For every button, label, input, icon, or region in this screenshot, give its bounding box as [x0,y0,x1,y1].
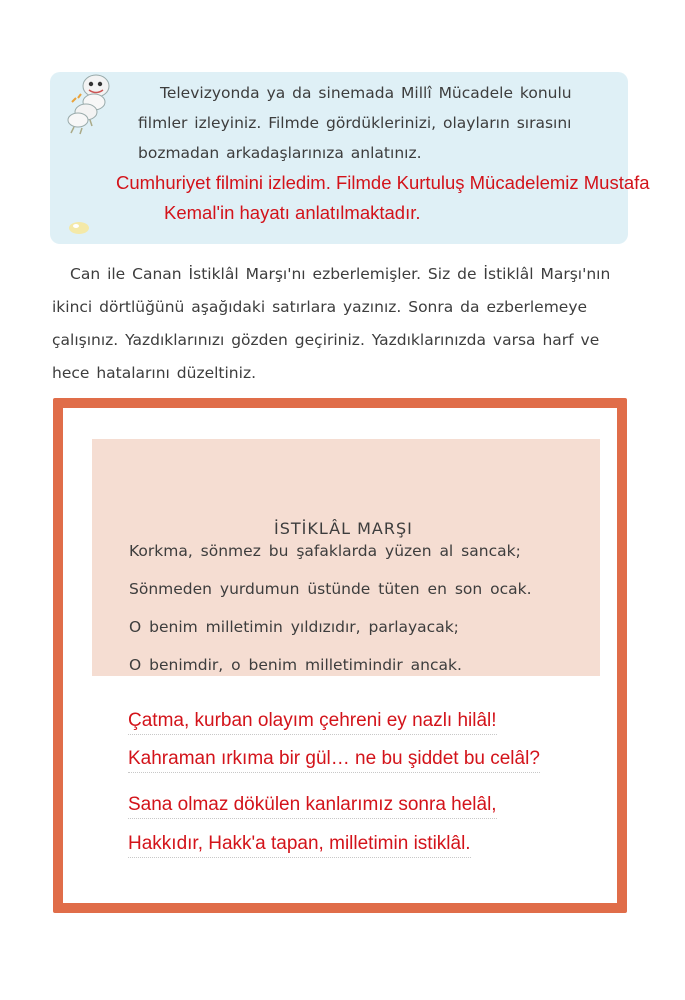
answer-line-text: Hakkıdır, Hakk'a tapan, milletimin istiklâl. [128,833,471,858]
answer-line [128,833,471,858]
answer-line [128,748,540,773]
activity-1-instructions: Televizyonda ya da sinemada Millî Mücadele konulu filmler izleyiniz. Filmde gördüklerinizi, olayların sırasını bozmadan arkadaşlarınıza anlatınız. [138,84,572,162]
activity-1-answer: Cumhuriyet filmini izledim. Filmde Kurtuluş Mücadelemiz Mustafa Kemal'in hayatı anlatılmaktadır. [116,172,650,223]
answer-line-text: Çatma, kurban olayım çehreni ey nazlı hilâl! [128,710,497,735]
caterpillar-mascot-icon [56,72,126,152]
answer-line-text: Kahraman ırkıma bir gül… ne bu şiddet bu celâl? [128,748,540,773]
answer-line-text: Sana olmaz dökülen kanlarımız sonra helâl, [128,794,497,819]
anthem-title: İSTİKLÂL MARŞI [274,519,413,538]
anthem-line: O benimdir, o benim milletimindir ancak. [129,656,462,674]
anthem-line: Korkma, sönmez bu şafaklarda yüzen al sancak; [129,542,521,560]
anthem-line: Sönmeden yurdumun üstünde tüten en son ocak. [129,580,532,598]
anthem-box [92,439,600,676]
activity-1-box [50,72,650,244]
exercise-area [63,408,617,903]
answer-line [128,794,497,819]
droplet-decoration-icon [66,220,92,236]
answer-line [128,710,497,735]
anthem-line: O benim milletimin yıldızıdır, parlayacak; [129,618,459,636]
exercise-frame [53,398,627,913]
anthem-first-stanza [129,532,532,684]
activity-2-instructions: Can ile Canan İstiklâl Marşı'nı ezberlemişler. Siz de İstiklâl Marşı'nın ikinci dörtlüğünü aşağıdaki satırlara yazınız. Sonra da ezberlemeye çalışınız. Yazdıklarınızı gözden geçiriniz. Yazdıklarınızda varsa harf ve hece hatalarını düzeltiniz. [52,265,611,382]
